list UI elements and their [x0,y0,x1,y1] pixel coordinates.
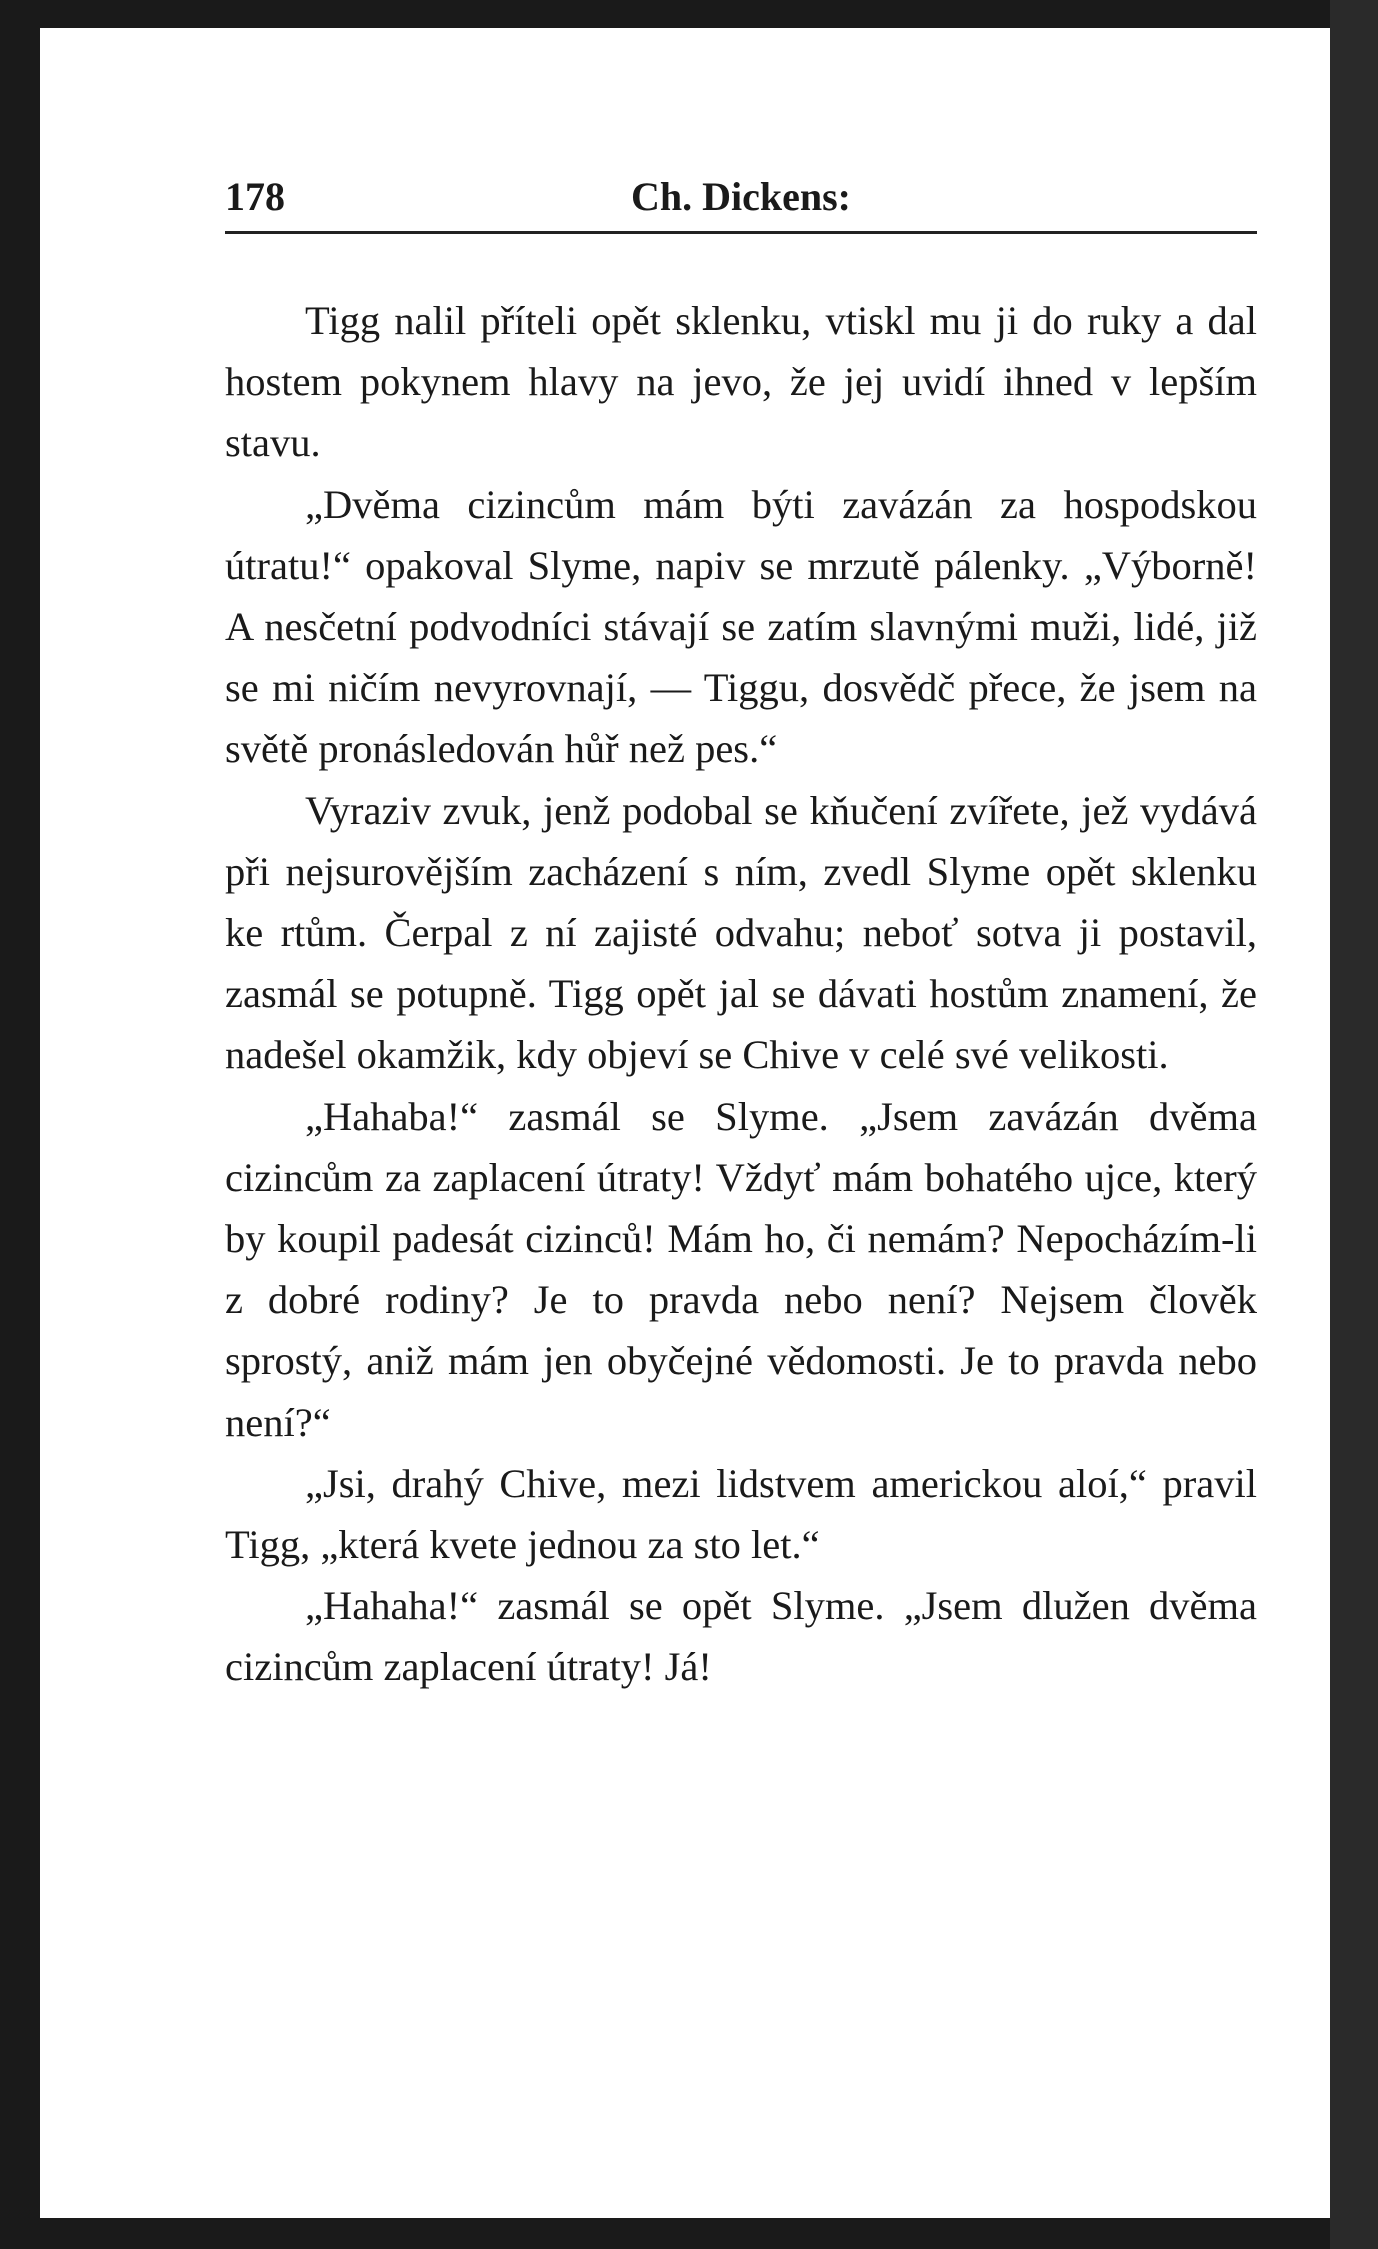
body-text [225,290,1257,1698]
page-number: 178 [225,174,285,219]
paragraph: „Hahaha!“ zasmál se opět Slyme. „Jsem dlužen dvěma cizincům zaplacení útraty! Já! [225,1583,1257,1690]
paragraph: „Jsi, drahý Chive, mezi lidstvem americkou aloí,“ pravil Tigg, „která kvete jednou za sto let.“ [225,1460,1257,1568]
header-rule [225,231,1257,234]
paragraph: „Dvěma cizincům mám býti zavázán za hospodskou útratu!“ opakoval Slyme, napiv se mrzutě pálenky. „Výborně! A nesčetní podvodníci stávají se zatím slavnými muži, lidé, již se mi ničím nevyrovnají, — Tiggu, dosvědč přece, že jsem na světě pronásledován hůř než pes.“ [225,481,1257,772]
book-page [40,28,1330,2218]
paragraph: „Hahaba!“ zasmál se Slyme. „Jsem zavázán dvěma cizincům za zaplacení útraty! Vždyť mám bohatého ujce, který by koupil padesát cizinců! Mám ho, či nemám? Nepocházím-li z dobré rodiny? Je to pravda nebo není? Nejsem člověk sprostý, aniž mám jen obyčejné vědomosti. Je to pravda nebo není?“ [225,1093,1257,1445]
page-header [225,173,1257,233]
running-head: Ch. Dickens: [630,174,852,219]
paragraph: Vyraziv zvuk, jenž podobal se kňučení zvířete, jež vydává při nejsurovějším zacházení s ním, zvedl Slyme opět sklenku ke rtům. Čerpal z ní zajisté odvahu; neboť sotva ji postavil, zasmál se potupně. Tigg opět jal se dávati hostům znamení, že nadešel okamžik, kdy objeví se Chive v celé své velikosti. [225,787,1257,1078]
paragraph: Tigg nalil příteli opět sklenku, vtiskl mu ji do ruky a dal hostem pokynem hlavy na jevo, že jej uvidí ihned v lepším stavu. [225,298,1257,466]
scan-border [1330,0,1378,2249]
